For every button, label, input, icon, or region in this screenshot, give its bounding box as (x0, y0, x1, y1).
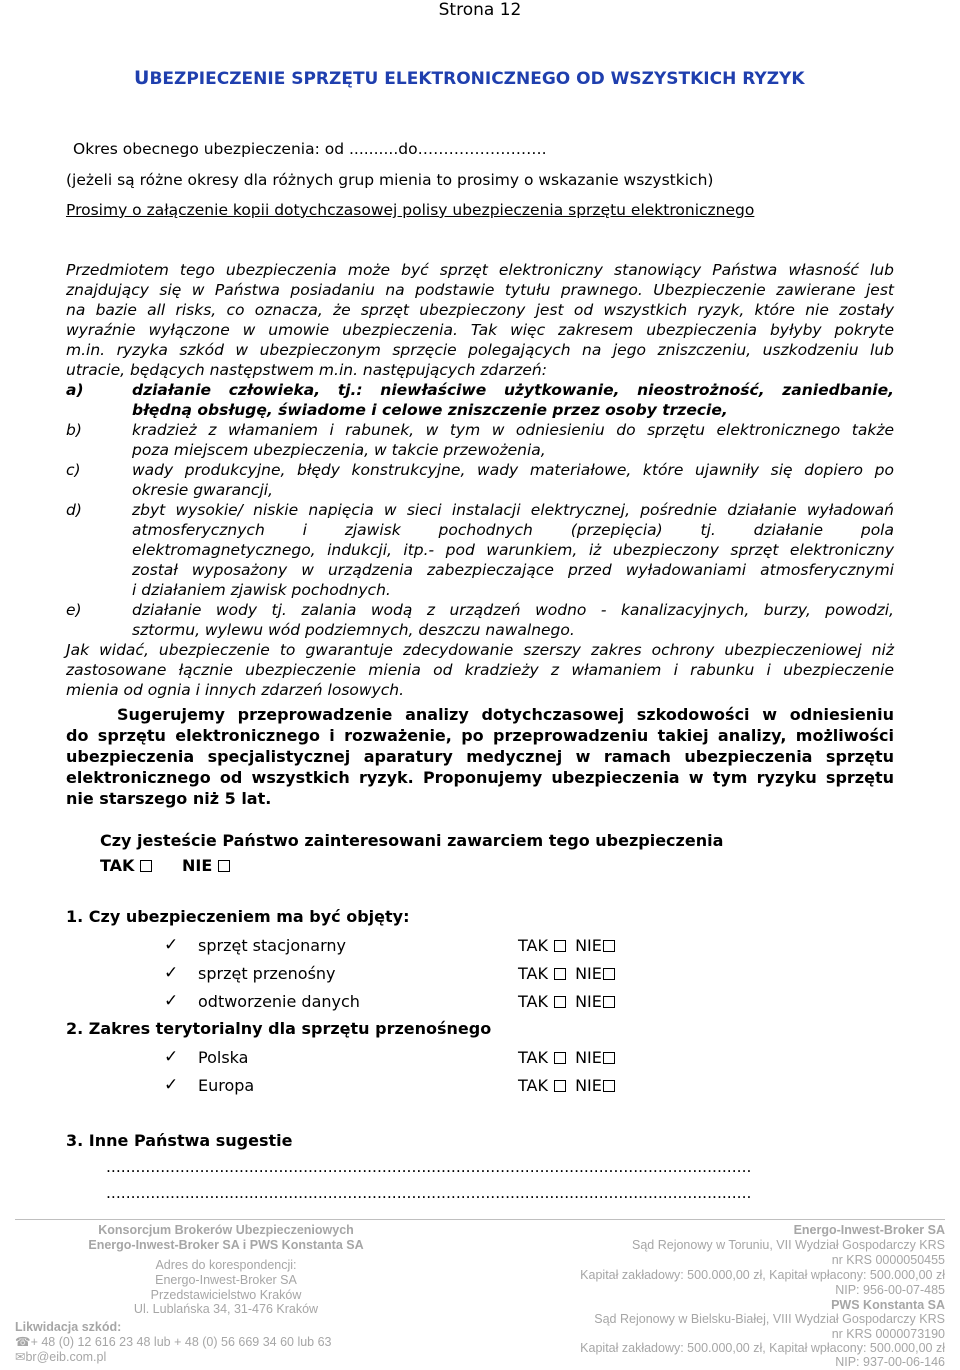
no-checkbox[interactable] (603, 1052, 615, 1064)
footer-nip-2: NIP: 937-00-06-146 (835, 1355, 945, 1369)
footer-address-street: Ul. Lublańska 34, 31-476 Kraków (133, 1302, 319, 1316)
coverage-item-label: sprzęt stacjonarny (198, 936, 346, 955)
footer-claims-label: Likwidacja szkód: (15, 1320, 122, 1334)
no-checkbox[interactable] (603, 996, 615, 1008)
no-label: NIE (575, 1048, 602, 1067)
footer-address-label: Adres do korespondencji: (155, 1258, 297, 1272)
section-1-title: 1. Czy ubezpieczeniem ma być objęty: (66, 907, 410, 926)
no-label: NIE (575, 964, 602, 983)
footer-address-company: Energo-Inwest-Broker SA (155, 1273, 297, 1287)
coverage-item-options (518, 964, 615, 983)
event-b-text: kradzież z włamaniem i rabunek, w tym w odniesieniu do sprzętu elektronicznego także (132, 421, 894, 439)
policy-request: Prosimy o załączenie kopii dotychczasowej polisy ubezpieczenia sprzętu elektronicznego (66, 201, 755, 219)
period-line: Okres obecnego ubezpieczenia: od ..........do……………………. (73, 140, 547, 158)
recommendation-line: elektronicznego od wszystkich ryzyk. Proponujemy ubezpieczenia w tym ryzyku sprzętu (66, 768, 894, 787)
recommendation-line: Sugerujemy przeprowadzenie analizy dotychczasowej szkodowości w odniesieniu (117, 705, 894, 724)
recommendation-line: do sprzętu elektronicznego i rozważenie, po przeprowadzeniu takiej analizy, możliwości (66, 726, 894, 745)
footer-krs-1: nr KRS 0000050455 (831, 1253, 945, 1267)
event-d-text: zbyt wysokie/ niskie napięcia w sieci instalacji elektrycznej, pośrednie działanie wyładowań (132, 501, 894, 519)
event-c-label: c) (66, 461, 81, 479)
territory-item-label: Polska (198, 1048, 249, 1067)
territory-item-label: Europa (198, 1076, 255, 1095)
footer-nip-1: NIP: 956-00-07-485 (835, 1283, 945, 1297)
section-3-title: 3. Inne Państwa sugestie (66, 1131, 293, 1150)
summary-line: Jak widać, ubezpieczenie to gwarantuje zdecydowanie szerszy zakres ochrony ubezpieczeniowej niż (66, 641, 894, 659)
body-line: utracie, będących następstwem m.in. następujących zdarzeń: (66, 361, 547, 379)
yes-label: TAK (518, 1048, 548, 1067)
body-line: m.in. ryzyka szkód w ubezpieczonym sprzęcie polegających na jego zniszczeniu, uszkodzeniu lub (66, 341, 894, 359)
footer-email[interactable] (15, 1350, 106, 1365)
footer-capital-1: Kapitał zakładowy: 500.000,00 zł, Kapitał wpłacony: 500.000,00 zł (580, 1268, 945, 1282)
interest-no-label: NIE (182, 856, 213, 875)
title-rest: BEZPIECZENIE SPRZĘTU ELEKTRONICZNEGO OD WSZYSTKICH RYZYK (149, 69, 805, 89)
footer-consortium: Konsorcjum Brokerów Ubezpieczeniowych (98, 1223, 354, 1237)
body-line: znajdujący się w Państwa posiadaniu na podstawie tytułu prawnego. Ubezpieczenie zawierane jest (66, 281, 894, 299)
event-b-label: b) (66, 421, 82, 439)
interest-question: Czy jesteście Państwo zainteresowani zawarciem tego ubezpieczenia (100, 831, 724, 850)
yes-label: TAK (518, 992, 548, 1011)
no-checkbox[interactable] (603, 1080, 615, 1092)
envelope-icon: ✉ (15, 1350, 26, 1364)
checkmark-icon: ✓ (164, 1075, 179, 1095)
footer-krs-2: nr KRS 0000073190 (831, 1327, 945, 1341)
phone-icon: ☎ (15, 1335, 31, 1349)
event-e-text: sztormu, wylewu wód podziemnych, deszczu nawalnego. (132, 621, 575, 639)
suggestions-line[interactable]: ................................................................................................................................... (106, 1158, 752, 1176)
footer-court-2: Sąd Rejonowy w Bielsku-Białej, VIII Wydział Gospodarczy KRS (594, 1312, 945, 1326)
event-a-text: błędną obsługę, świadome i celowe zniszczenie przez osoby trzecie, (132, 401, 728, 419)
event-d-text: i działaniem zjawisk pochodnych. (132, 581, 391, 599)
footer-court-1: Sąd Rejonowy w Toruniu, VII Wydział Gospodarczy KRS (632, 1238, 945, 1252)
yes-label: TAK (518, 936, 548, 955)
event-e-label: e) (66, 601, 82, 619)
recommendation-line: ubezpieczenia specjalistycznej aparatury medycznej w ramach ubezpieczenia sprzętu (66, 747, 894, 766)
period-note: (jeżeli są różne okresy dla różnych grup mienia to prosimy o wskazanie wszystkich) (66, 171, 714, 189)
footer-phone (15, 1335, 332, 1350)
footer-address-branch: Przedstawicielstwo Kraków (150, 1288, 302, 1302)
territory-item-options (518, 1076, 615, 1095)
event-d-text: elektromagnetycznego, indukcji, itp.- pod warunkiem, iż ubezpieczony sprzęt elektroniczny (132, 541, 894, 559)
yes-checkbox[interactable] (554, 940, 566, 952)
checkmark-icon: ✓ (164, 935, 179, 955)
page-number: Strona 12 (438, 0, 522, 20)
event-d-text: atmosferycznych i zjawisk pochodnych (przepięcia) tj. działanie pola (132, 521, 894, 539)
document-title (134, 67, 805, 89)
footer-email-address[interactable]: br@eib.com.pl (25, 1350, 107, 1364)
interest-yes-checkbox[interactable] (140, 860, 152, 872)
footer-consortium-members: Energo-Inwest-Broker SA i PWS Konstanta SA (88, 1238, 364, 1252)
checkmark-icon: ✓ (164, 963, 179, 983)
interest-no-checkbox[interactable] (218, 860, 230, 872)
yes-checkbox[interactable] (554, 968, 566, 980)
event-c-text: okresie gwarancji, (132, 481, 273, 499)
footer-divider (15, 1219, 945, 1220)
body-line: Przedmiotem tego ubezpieczenia może być sprzęt elektroniczny stanowiący Państwa własność lub (66, 261, 894, 279)
yes-checkbox[interactable] (554, 996, 566, 1008)
footer-phone-number: + 48 (0) 12 616 23 48 lub + 48 (0) 56 669 34 60 lub 63 (30, 1335, 332, 1349)
no-label: NIE (575, 936, 602, 955)
yes-checkbox[interactable] (554, 1052, 566, 1064)
coverage-item-label: sprzęt przenośny (198, 964, 336, 983)
no-label: NIE (575, 992, 602, 1011)
section-2-title: 2. Zakres terytorialny dla sprzętu przenośnego (66, 1019, 492, 1038)
checkmark-icon: ✓ (164, 1047, 179, 1067)
recommendation-line: nie starszego niż 5 lat. (66, 789, 272, 808)
interest-answers (100, 856, 230, 875)
event-d-text: został wyposażony w urządzenia zabezpieczające przed wyładowaniami atmosferycznymi (132, 561, 894, 579)
coverage-item-options (518, 936, 615, 955)
yes-label: TAK (518, 1076, 548, 1095)
coverage-item-label: odtworzenie danych (198, 992, 360, 1011)
body-line: wyraźnie wyłączone w umowie ubezpieczenia. Tak więc zakresem ubezpieczenia byłyby pokryte (66, 321, 894, 339)
no-label: NIE (575, 1076, 602, 1095)
event-a-text: działanie człowieka, tj.: niewłaściwe użytkowanie, nieostrożność, zaniedbanie, (132, 381, 894, 399)
event-a-label: a) (66, 381, 84, 399)
footer-company-1: Energo-Inwest-Broker SA (793, 1223, 945, 1237)
event-e-text: działanie wody tj. zalania wodą z urządzeń wodno - kanalizacyjnych, burzy, powodzi, (132, 601, 894, 619)
body-line: na bazie all risks, co oznacza, że sprzęt ubezpieczony jest od wszystkich ryzyk, które nie zostały (66, 301, 894, 319)
event-d-label: d) (66, 501, 82, 519)
interest-yes-label: TAK (100, 856, 135, 875)
title-first-letter: U (134, 67, 150, 89)
no-checkbox[interactable] (603, 968, 615, 980)
event-c-text: wady produkcyjne, błędy konstrukcyjne, wady materiałowe, które ujawniły się dopiero po (132, 461, 894, 479)
territory-item-options (518, 1048, 615, 1067)
footer-capital-2: Kapitał zakładowy: 500.000,00 zł, Kapitał wpłacony: 500.000,00 zł (580, 1341, 945, 1355)
no-checkbox[interactable] (603, 940, 615, 952)
coverage-item-options (518, 992, 615, 1011)
yes-checkbox[interactable] (554, 1080, 566, 1092)
summary-line: mienia od ognia i innych zdarzeń losowych. (66, 681, 404, 699)
suggestions-line[interactable]: ................................................................................................................................... (106, 1184, 752, 1202)
footer-company-2: PWS Konstanta SA (831, 1298, 945, 1312)
checkmark-icon: ✓ (164, 991, 179, 1011)
yes-label: TAK (518, 964, 548, 983)
summary-line: zastosowane łącznie ubezpieczenie mienia od kradzieży z włamaniem i rabunku i ubezpieczenie (66, 661, 894, 679)
event-b-text: poza miejscem ubezpieczenia, w takcie przewożenia, (132, 441, 546, 459)
